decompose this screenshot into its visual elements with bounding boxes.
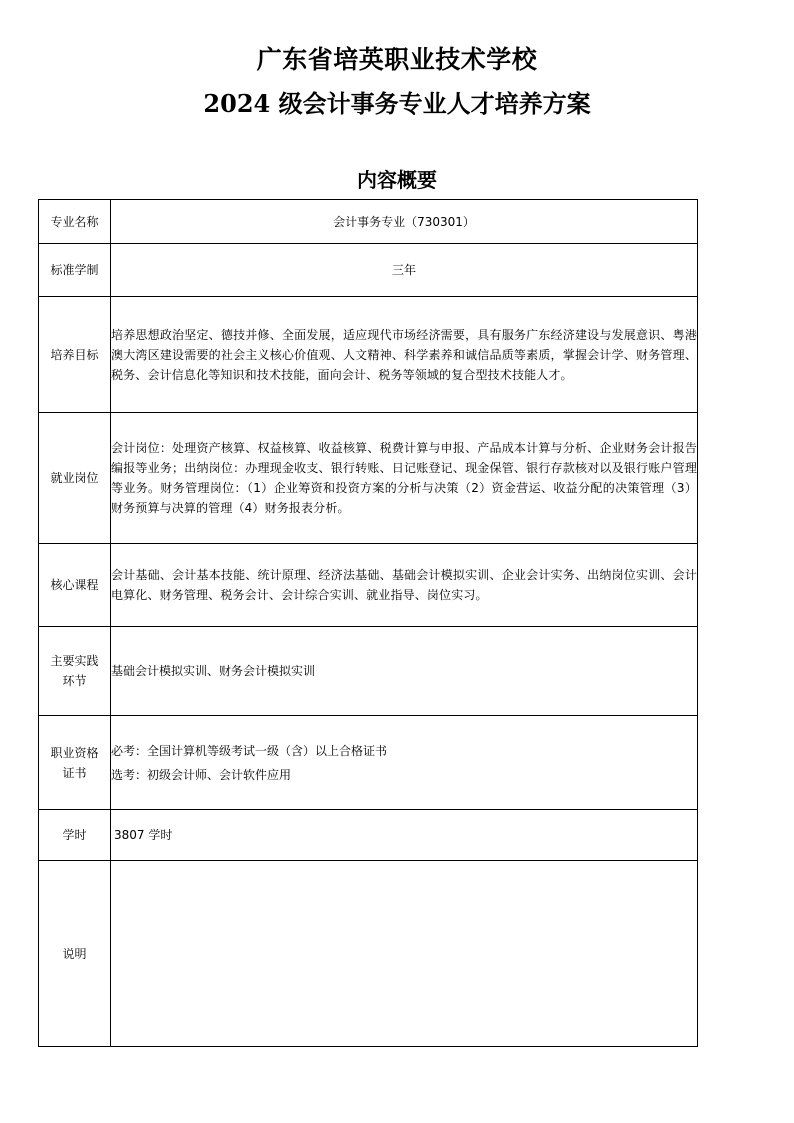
table-row-objectives [39,297,698,413]
certificates-label [39,716,111,810]
table-row-positions [39,413,698,544]
positions-value: 会计岗位：处理资产核算、权益核算、收益核算、税费计算与申报、产品成本计算与分析、企业财务会计报告编报等业务；出纳岗位：办理现金收支、银行转账、日记账登记、现金保管、银行存款核对以及银行账户管理等业务。财务管理岗位：（1）企业筹资和投资方案的分析与决策（2）资金营运、收益分配的决策管理（3）财务预算与决算的管理（4）财务报表分析。 [111,413,698,544]
table-row-hours [39,810,698,861]
practice-label [39,627,111,716]
core-courses-value: 会计基础、会计基本技能、统计原理、经济法基础、基础会计模拟实训、企业会计实务、出纳岗位实训、会计电算化、财务管理、税务会计、会计综合实训、就业指导、岗位实习。 [111,544,698,627]
table-row-practice [39,627,698,716]
table-row-duration [39,244,698,297]
positions-label: 就业岗位 [39,413,111,544]
practice-value: 基础会计模拟实训、财务会计模拟实训 [111,627,698,716]
table-row-notes [39,861,698,1047]
objectives-label: 培养目标 [39,297,111,413]
section-title: 内容概要 [357,168,437,192]
duration-value: 三年 [111,244,698,297]
core-courses-label: 核心课程 [39,544,111,627]
program-title: 2024 级会计事务专业人才培养方案 [203,89,591,118]
hours-label: 学时 [39,810,111,861]
summary-table [38,199,698,1047]
practice-label-line2: 环节 [62,674,87,688]
notes-label: 说明 [39,861,111,1047]
certificate-required: 必考：全国计算机等级考试一级（含）以上合格证书 [111,743,388,758]
certificates-value [111,716,698,810]
certificates-label-line1: 职业资格 [50,745,99,760]
objectives-value: 培养思想政治坚定、德技并修、全面发展，适应现代市场经济需要，具有服务广东经济建设与发展意识、粤港澳大湾区建设需要的社会主义核心价值观、人文精神、科学素养和诚信品质等素质，掌握会计学、财务管理、税务、会计信息化等知识和技术技能，面向会计、税务等领域的复合型技术技能人才。 [111,297,698,413]
table-row-certificates [39,716,698,810]
practice-label-line1: 主要实践 [50,654,99,668]
notes-value [111,861,698,1047]
school-name: 广东省培英职业技术学校 [256,45,538,74]
major-label: 专业名称 [39,200,111,244]
table-row-major [39,200,698,244]
hours-value: 3807 学时 [111,810,698,861]
table-row-core-courses [39,544,698,627]
certificates-label-line2: 证书 [62,765,87,780]
duration-label: 标准学制 [39,244,111,297]
certificate-optional: 选考：初级会计师、会计软件应用 [111,767,292,782]
major-value: 会计事务专业（730301） [111,200,698,244]
